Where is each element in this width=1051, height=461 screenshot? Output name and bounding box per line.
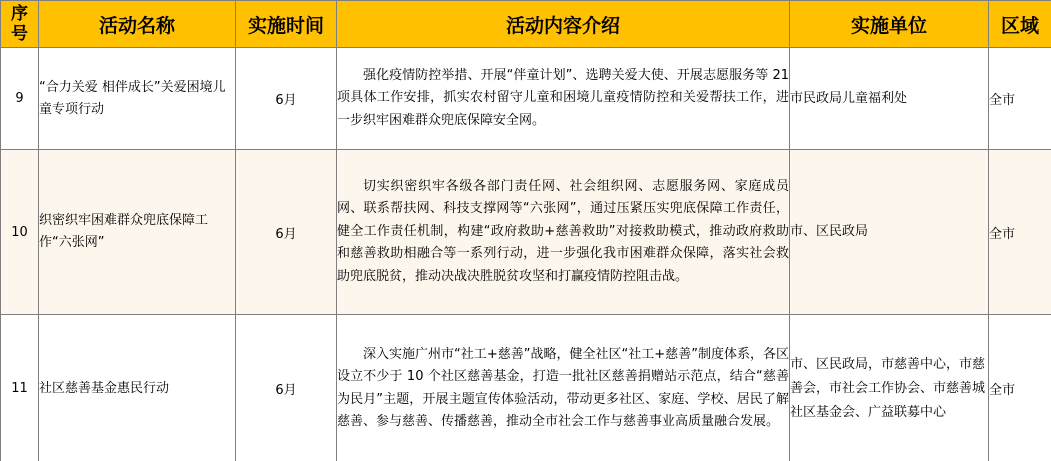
activity-name: “合力关爱 相伴成长”关爱困境儿童专项行动 <box>39 48 236 150</box>
activity-time: 6月 <box>236 315 337 461</box>
activity-content-text: 强化疫情防控举措、开展“伴童计划”、选聘关爱大使、开展志愿服务等 21 项具体工作安排，抓实农村留守儿童和困境儿童疫情防控和关爱帮扶工作，进一步织牢困难群众兜底保障安全网。 <box>337 67 789 128</box>
activity-time: 6月 <box>236 150 337 315</box>
activity-region: 全市 <box>989 315 1051 461</box>
table-row <box>1 150 1051 315</box>
header-content: 活动内容介绍 <box>337 1 790 48</box>
activity-region: 全市 <box>989 48 1051 150</box>
activity-unit: 市民政局儿童福利处 <box>790 48 989 150</box>
table-row <box>1 48 1051 150</box>
row-number: 11 <box>1 315 39 461</box>
activity-content-text: 深入实施广州市“社工+慈善”战略，健全社区“社工+慈善”制度体系，各区设立不少于 10 个社区慈善基金，打造一批社区慈善捐赠站示范点，结合“慈善为民月”主题，开展主题宣传体验活动，带动更多社区、家庭、学校、居民了解慈善、参与慈善、传播慈善，推动全市社会工作与慈善事业高质量融合发展。 <box>337 346 789 429</box>
row-number: 9 <box>1 48 39 150</box>
header-seq-bottom: 号 <box>11 24 28 44</box>
header-seq <box>1 1 39 48</box>
table-row <box>1 315 1051 461</box>
header-seq-top: 序 <box>11 4 28 24</box>
activity-name: 社区慈善基金惠民行动 <box>39 315 236 461</box>
activity-content-text: 切实织密织牢各级各部门责任网、社会组织网、志愿服务网、家庭成员网、联系帮扶网、科技支撑网等“六张网”，通过压紧压实兜底保障工作责任，健全工作责任机制，构建“政府救助+慈善救助”对接救助模式，推动政府救助和慈善救助相融合等一系列行动，进一步强化我市困难群众保障，落实社会救助兜底脱贫，推动决战决胜脱贫攻坚和打赢疫情防控阻击战。 <box>337 178 789 284</box>
header-row <box>1 1 1051 48</box>
header-region: 区域 <box>989 1 1051 48</box>
header-time: 实施时间 <box>236 1 337 48</box>
activity-content <box>337 48 790 150</box>
activity-unit: 市、区民政局 <box>790 150 989 315</box>
activity-region: 全市 <box>989 150 1051 315</box>
activity-name: 织密织牢困难群众兜底保障工作“六张网” <box>39 150 236 315</box>
header-unit: 实施单位 <box>790 1 989 48</box>
activity-content <box>337 315 790 461</box>
row-number: 10 <box>1 150 39 315</box>
activity-content <box>337 150 790 315</box>
header-name: 活动名称 <box>39 1 236 48</box>
activity-unit: 市、区民政局，市慈善中心，市慈善会，市社会工作协会、市慈善城社区基金会、广益联募中心 <box>790 315 989 461</box>
activity-time: 6月 <box>236 48 337 150</box>
